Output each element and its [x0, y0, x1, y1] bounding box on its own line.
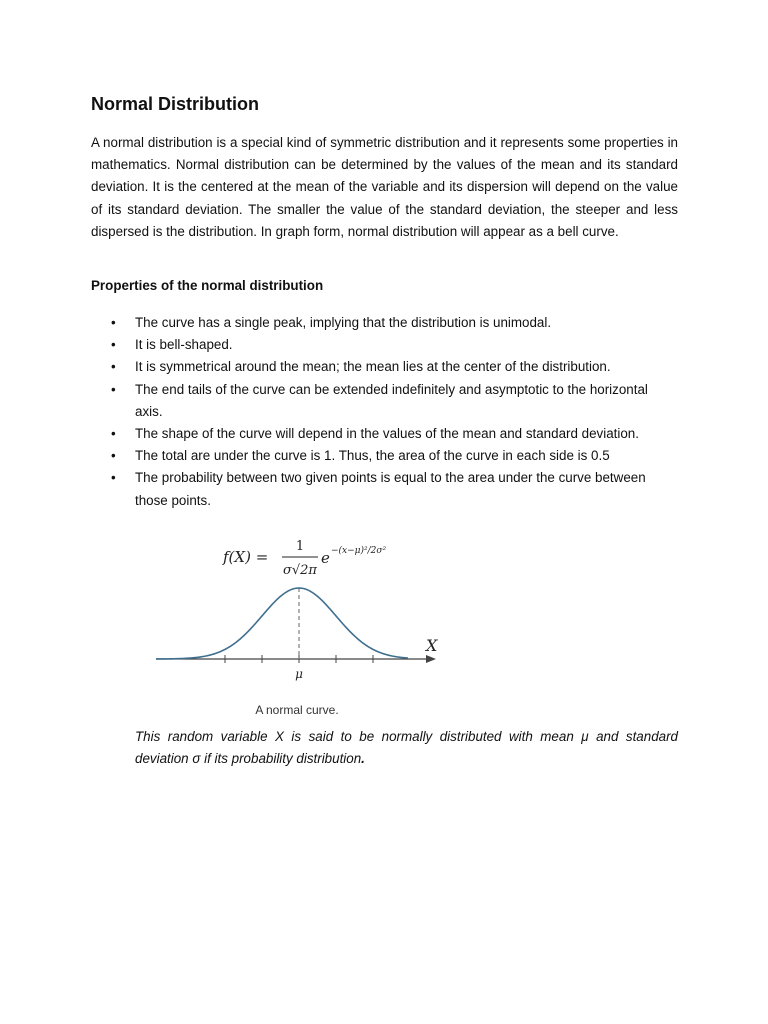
properties-list	[91, 312, 678, 512]
bullet-icon: •	[111, 470, 116, 486]
bullet-icon: •	[111, 337, 116, 353]
list-item	[91, 445, 678, 467]
closing-paragraph	[135, 726, 678, 770]
bullet-icon: •	[111, 448, 116, 464]
list-item-text: It is bell-shaped.	[135, 337, 233, 353]
intro-paragraph: A normal distribution is a special kind of symmetric distribution and it represents some properties in mathematics. Normal distribution can be determined by the values of the mean and its standard deviation. It is the centered at the mean of the variable and its dispersion will depend on the value of its standard deviation. The smaller the value of the standard deviation, the steeper and less dispersed is the distribution. In graph form, normal distribution will appear as a bell curve.	[91, 135, 678, 239]
list-item	[91, 379, 678, 423]
bullet-icon: •	[111, 315, 116, 330]
list-item	[91, 467, 678, 511]
normal-curve-figure	[150, 530, 450, 720]
list-item-text: The shape of the curve will depend in the values of the mean and standard deviation.	[135, 426, 639, 442]
bullet-icon: •	[111, 381, 116, 397]
list-item-text: The total are under the curve is 1. Thus, the area of the curve in each side is 0.5	[135, 448, 610, 464]
bullet-icon: •	[111, 426, 116, 442]
list-item-text: The curve has a single peak, implying that the distribution is unimodal.	[135, 315, 552, 330]
page-title: Normal Distribution	[91, 94, 260, 114]
list-item-text: The end tails of the curve can be extended indefinitely and asymptotic to the horizontal axis.	[135, 381, 648, 419]
mean-label: μ	[295, 667, 303, 681]
list-item	[91, 334, 678, 356]
formula-denominator: σ√2π	[283, 563, 317, 578]
formula-exponent: −(x−μ)²/2σ²	[331, 546, 387, 556]
list-item	[91, 423, 678, 445]
figure-caption: A normal curve.	[255, 703, 339, 717]
list-item-text: The probability between two given points is equal to the area under the curve between those points.	[135, 470, 646, 508]
list-item-text: It is symmetrical around the mean; the mean lies at the center of the distribution.	[135, 359, 611, 375]
closing-period: .	[361, 751, 365, 767]
x-axis-arrow-icon	[426, 655, 436, 663]
formula-lhs: f(X) =	[223, 548, 269, 566]
formula-base: e	[321, 549, 330, 567]
list-item	[91, 356, 678, 378]
x-axis-label: X	[426, 636, 438, 655]
list-item	[91, 312, 678, 334]
properties-heading: Properties of the normal distribution	[91, 278, 324, 293]
closing-text: This random variable X is said to be normally distributed with mean μ and standard deviation σ if its probability distribution	[135, 729, 678, 767]
bell-curve	[156, 588, 408, 659]
formula-numerator: 1	[295, 539, 305, 554]
bullet-icon: •	[111, 359, 116, 375]
